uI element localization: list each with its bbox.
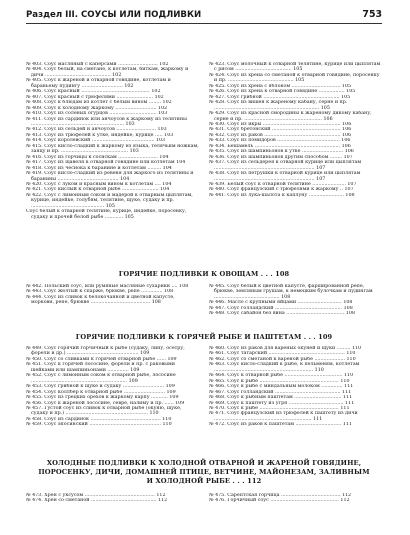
toc-entry: № 412. Соус из сельдей и анчоусов .......................... 103 <box>26 127 167 133</box>
toc-entry: № 406. Соус красный ............................................. 102 <box>26 89 161 95</box>
toc-entry: № 473. Хрен с уксусом .............................................. 112 <box>26 493 166 498</box>
heading-vegetables: ГОРЯЧИЕ ПОДЛИВКИ К ОВОЩАМ . . . 108 <box>118 270 290 278</box>
toc-entry: № 457. Густой соус из сливок к отварной рыбе (окуню, щуке, судаку и пр.) ...................................................... 110 <box>26 405 182 417</box>
section-title: Раздел III. СОУСЫ ИЛИ ПОДЛИВКИ <box>26 10 202 20</box>
toc-block-cold <box>26 493 382 504</box>
toc-right-column <box>209 493 382 504</box>
toc-entry: № 468. Соус к рыбным паштетам ............................... 111 <box>209 395 353 401</box>
toc-entry: № 432. Соус из раков .................................................. 106 <box>209 132 352 138</box>
page-number: 753 <box>362 9 382 20</box>
toc-entry: Соус белый к отварной телятине, курице, индейке, поросенку, судаку и прочей белой рыбе ............ 105 <box>26 209 187 220</box>
toc-entry: № 453. Соус грибной к щуке и судаку ........................... 109 <box>26 384 175 390</box>
toc-entry: № 423. Соус молочный к отварной телятине, курице или цыплятам с рисом ..................................... 105 <box>209 62 381 73</box>
heading-cold-line: И ХОЛОДНОЙ РЫБЕ . . . 112 <box>146 477 262 486</box>
toc-entry: № 458. Соус из сардинок .............................................. 110 <box>26 416 172 422</box>
toc-entry: № 445. Соус белый к цветной капусте, фаршированной репе, брюкве, земляным грушам, к немецким булочкам и пудингам ........................................... 108 <box>209 284 373 300</box>
toc-entry: № 434. Бешамель ........................................................ 106 <box>209 143 351 149</box>
toc-entry: № 440. Соус французский с трюфелями к жаркому .. 107 <box>209 187 354 193</box>
toc-entry: № 466. Соус к рыбе с миндальным молоком .............. 111 <box>209 384 354 390</box>
toc-left-column <box>26 284 199 317</box>
toc-entry: № 403. Соус масляный с каперсами .......................... 102 <box>26 62 169 67</box>
toc-entry: № 425. Соус из хрена с яблоком ................................ 105 <box>209 83 352 89</box>
toc-entry: № 462. Соус со сметаной к вареной рыбе .................... 110 <box>209 356 356 362</box>
toc-entry: № 437. Соус из сельдерея к отварной курице или цыплятам .................................................................. 107 <box>209 160 362 171</box>
toc-entry: № 410. Соус из соленых огурцов ............................... 103 <box>26 111 168 117</box>
toc-entry: № 438. Соус из петрушки к отварной курице или цыплятам .................................................................. 107 <box>209 171 361 182</box>
heading-cold-line: ПОРОСЕНКУ, ДИЧИ, ДОМАШНЕЙ ПТИЦЕ, ВЕТЧИНЕ, МАЙОНЕЗАМ, ЗАЛИВНЫМ <box>38 468 370 477</box>
toc-right-column <box>209 284 382 317</box>
toc-left-column <box>26 493 199 504</box>
heading-cold-line: ХОЛОДНЫЕ ПОДЛИВКИ К ХОЛОДНОЙ ОТВАРНОЙ И ЖАРЕНОЙ ГОВЯДИНЕ, <box>46 459 362 467</box>
toc-entry: № 452. Соус с лимонным соком к отварной рыбе, лососине ............................................................... 109 <box>26 373 176 384</box>
toc-entry: № 449. Соус горячий горчичный к рыбе (судаку, лину, осетру, форели и др.) ............................................... 109 <box>26 346 185 357</box>
toc-entry: № 444. Соус из сливок к белокочанной и цветной капусте, моркови, репе, брюкве ....................................... 108 <box>26 294 175 306</box>
toc-entry: № 442. Польский соус, или румяные масляные сухарики .... 108 <box>26 284 189 289</box>
toc-entry: № 460. Соус из раков для вареных окуней и щуки ......... 110 <box>209 346 362 351</box>
toc-entry: № 475. Сарептская горчица ....................................... 112 <box>209 493 352 498</box>
toc-block-vegetables <box>26 284 382 317</box>
toc-entry: № 408. Соус к блюдам из котлет с белым вином ........ 102 <box>26 100 172 106</box>
running-header <box>26 9 382 24</box>
toc-entry: № 461. Соус татарский .................................................. 110 <box>209 351 356 357</box>
toc-entry: № 471. Соус французский из трюфелей к паштету из дичи ................................................................ 111 <box>209 411 358 422</box>
toc-entry: № 448. Соус сабайон без вина ...................................... 108 <box>209 311 355 317</box>
toc-entry: № 407. Соус красный с трюфелями ........................ 102 <box>26 94 164 100</box>
toc-entry: № 427. Соус грибной .................................................. 105 <box>209 94 351 100</box>
toc-entry: № 428. Соус из вишен к жареному кабану, серне и пр. ..................................................................... 105 <box>209 100 348 111</box>
toc-entry: № 446. Масло с крупными яйцами ............................. 108 <box>209 300 353 306</box>
toc-entry: № 459. Соус эпосинский ............................................... 110 <box>26 422 172 428</box>
toc-entry: № 435. Соус из шампиньонов к утке ........................... 106 <box>209 149 354 155</box>
toc-entry: № 405. Соус к жареной и отварной говядине, котлетам и бараньему пудингу ........................... 102 <box>26 78 171 89</box>
toc-entry: № 420. Соус с луком и красным вином к котлетам .... 104 <box>26 181 172 187</box>
toc-left-column <box>26 346 199 428</box>
toc-block-fish <box>26 346 382 428</box>
toc-entry: № 421. Соус кислый к отварной рыбе ........................ 104 <box>26 187 170 193</box>
toc-entry: № 431. Соус бретонский ............................................. 106 <box>209 127 352 133</box>
toc-entry: № 415. Соус кисло-сладкий к жаркому из языка, телячьим ножкам, заяцу и пр. ............................................ 103 <box>26 143 199 155</box>
toc-entry: № 456. Соус к жареной лососине, севре, налиму и пр. ...... 109 <box>26 400 185 406</box>
toc-entry: № 422. Соус с лимонным соком и мадерой к отварным цыплятам, курице, индейке, голубям, телятине, щуке, судаку и пр. ................................................ 105 <box>26 192 193 209</box>
heading-cold <box>26 459 382 487</box>
toc-entry: № 441. Соус из лука-шалота к каплуну ....................... 108 <box>209 192 355 198</box>
toc-entry: № 454. Соус коллбер к отварной рыбе ........................... 109 <box>26 389 176 395</box>
toc-entry: № 424. Соус из хрена со сметаной к отварной говядине, поросенку и пр. ........................................... 105 <box>209 72 380 84</box>
toc-entry: № 474. Хрен со сметаной ........................................... 112 <box>26 498 168 504</box>
toc-entry: № 419. Соус кисло-сладкий из ревеня для жаркого из телятины и баранины ........................................ 104 <box>26 171 194 182</box>
toc-entry: № 414. Соус королевский ......................................... 103 <box>26 138 166 144</box>
toc-entry: № 465. Соус к рыбе .................................................... 110 <box>209 378 350 384</box>
toc-entry: № 464. Соус к отварной рыбе ...................................... 110 <box>209 373 354 379</box>
toc-entry: № 433. Соус из помидоров ......................................... 106 <box>209 138 351 144</box>
toc-entry: № 418. Соус из чеснока к баранине и котлетам ......... 104 <box>26 165 172 171</box>
toc-entry: № 439. Белый соус к отварной телятине ...................... 107 <box>209 181 357 187</box>
toc-entry: № 430. Соус из икры ................................................... 106 <box>209 121 352 127</box>
toc-entry: № 447. Соус голландский ............................................ 108 <box>209 305 353 311</box>
toc-entry: № 467. Соус голландский ........................................... 111 <box>209 389 352 395</box>
toc-entry: № 455. Соус из грецких орехов к жаркому карпу ........... 109 <box>26 395 179 401</box>
toc-entry: № 451. Соус к горячей лососине, форели и пр. с раковыми шейками или шампиньонами .............. 109 <box>26 362 175 373</box>
heading-fish: ГОРЯЧИЕ ПОДЛИВКИ К ГОРЯЧЕЙ РЫБЕ И ПАШТЕТАМ . . . 109 <box>75 333 333 341</box>
toc-entry: № 436. Соус из шампиньонов другим способом ........ 107 <box>209 154 353 160</box>
toc-entry: № 476. Горчичный соус ............................................. 112 <box>209 498 350 504</box>
toc-right-column <box>209 346 382 428</box>
toc-entry: № 409. Соус к холодному жаркому ........................... 102 <box>26 105 168 111</box>
toc-left-column <box>26 62 199 220</box>
toc-entry: № 426. Соус из хрена к отварной говядине ................. 105 <box>209 89 356 95</box>
toc-entry: № 404. Соус белый, на сметане, к котлетам, биткам, жаркому и дичи ........................................... 102 <box>26 67 189 78</box>
toc-entry: № 469. Соус к паштету из угря .................................... 111 <box>209 400 355 406</box>
toc-entry: № 413. Соус из трюфелей к утке, индейке, курице ..... 103 <box>26 132 174 138</box>
toc-entry: № 463. Соус кисло-сладкий к рыбе, к пельменям, котлетам ................................................................. 110 <box>209 362 360 373</box>
toc-entry: № 411. Соус из сардинок или анчоусов к жаркому из телятины ............................................................. 103 <box>26 116 187 127</box>
toc-right-column <box>209 62 382 220</box>
toc-entry: № 472. Соус из раков к паштетам .............................. 111 <box>209 422 352 428</box>
toc-block-sauces <box>26 62 382 220</box>
toc-entry: № 417. Соус из щавеля к отварной говядине или котлетам 104 <box>26 160 186 166</box>
toc-entry: № 443. Соус желтый к спарже, брюкве, репе .............. 108 <box>26 289 174 295</box>
toc-entry: № 429. Соус из красной смородины к жареному дикому кабану, серне и пр. ................................................... 106 <box>209 111 372 122</box>
toc-entry: № 416. Соус из горчицы к сосискам .......................... 104 <box>26 154 169 160</box>
toc-entry: № 470. Соус к рыбе .................................................... 111 <box>209 405 350 411</box>
toc-entry: № 450. Соус со сливками к горячей отварной рыбе ...... 109 <box>26 356 177 362</box>
